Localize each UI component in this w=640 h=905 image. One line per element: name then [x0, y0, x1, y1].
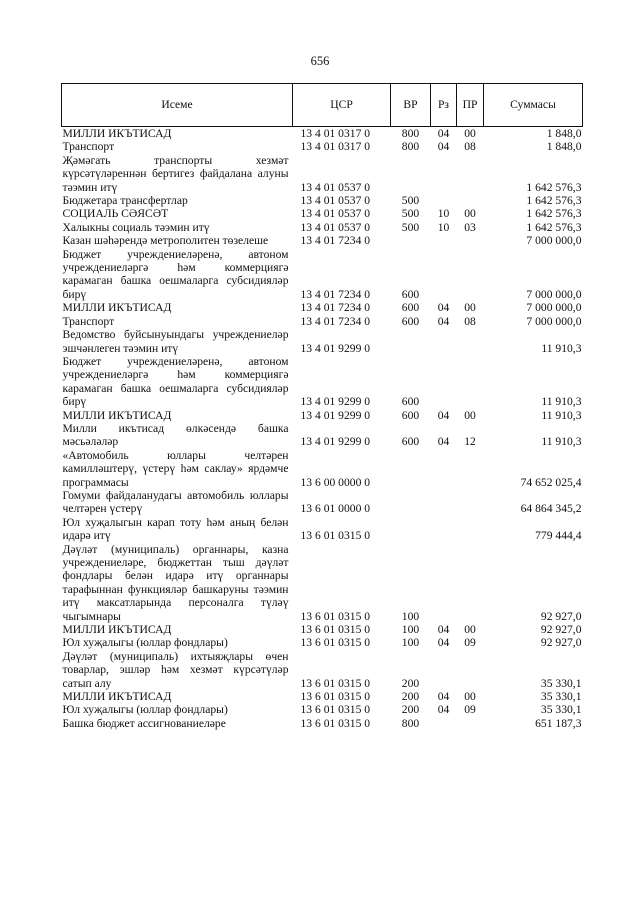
cell-csr: 13 4 01 0317 0: [300, 140, 371, 154]
cell-sum: 92 927,0: [540, 636, 582, 650]
cell-vr: [391, 489, 431, 516]
cell-sum: 7 000 000,0: [526, 234, 582, 248]
cell-csr: 13 6 01 0315 0: [300, 529, 371, 543]
cell-pr: [457, 248, 484, 302]
cell-rz: 04: [437, 690, 450, 704]
cell-sum: 1 642 576,3: [526, 194, 582, 208]
cell-pr: [457, 355, 484, 409]
cell-name: МИЛЛИ ИКЪТИСАД: [62, 301, 172, 315]
header-name: Исеме: [62, 84, 293, 127]
header-rz: Рз: [431, 84, 457, 127]
cell-vr: [391, 328, 431, 355]
cell-pr: 00: [464, 408, 476, 422]
cell-vr: 600: [401, 435, 420, 449]
cell-sum: 7 000 000,0: [526, 287, 582, 301]
table-row: [62, 234, 583, 247]
cell-rz: [431, 248, 457, 302]
cell-name: Бюджет учреждениеләренә, автоном учреждениеләргә һәм коммерциягә карамаган башка оешмаларга субсидияләр бирү: [62, 354, 289, 409]
cell-sum: 1 848,0: [546, 127, 582, 140]
cell-pr: 03: [464, 220, 476, 234]
cell-name: Гомуми файдаланудагы автомобиль юллары челтәрен үстерү: [62, 488, 289, 516]
table-row: [62, 221, 583, 234]
cell-sum: 779 444,4: [535, 529, 582, 543]
cell-csr: 13 6 01 0315 0: [300, 623, 371, 637]
cell-name: Милли икътисад өлкәсендә башка мәсьәләләр: [62, 421, 289, 449]
cell-rz: 04: [437, 636, 450, 650]
table-row: [62, 650, 583, 690]
cell-vr: [391, 449, 431, 489]
cell-pr: 08: [464, 314, 476, 328]
cell-csr: 13 4 01 7234 0: [300, 314, 371, 328]
cell-name: Ведомство буйсынуындагы учреждениеләр эшчәнлеген тәэмин итү: [62, 328, 289, 355]
cell-csr: 13 4 01 7234 0: [300, 234, 371, 248]
cell-name: Юл хуҗалыгы (юллар фондлары): [62, 703, 228, 717]
cell-csr: 13 4 01 9299 0: [300, 341, 371, 355]
page-number: 656: [310, 54, 330, 68]
cell-csr: 13 4 01 0537 0: [300, 194, 371, 208]
cell-vr: 500: [401, 220, 420, 234]
cell-csr: 13 4 01 0317 0: [300, 127, 371, 140]
cell-rz: [431, 489, 457, 516]
cell-pr: 12: [464, 435, 476, 449]
cell-sum: 11 910,3: [541, 408, 582, 422]
cell-name: МИЛЛИ ИКЪТИСАД: [62, 408, 172, 422]
cell-rz: [431, 516, 457, 543]
cell-rz: [431, 543, 457, 623]
cell-sum: 7 000 000,0: [526, 301, 582, 315]
cell-pr: [457, 543, 484, 623]
cell-sum: 1 848,0: [546, 140, 582, 154]
cell-csr: 13 4 01 7234 0: [300, 287, 371, 301]
cell-pr: 00: [464, 207, 476, 221]
cell-pr: [457, 650, 484, 690]
cell-csr: 13 6 00 0000 0: [300, 475, 371, 489]
cell-name: Юл хуҗалыгы (юллар фондлары): [62, 636, 228, 650]
cell-rz: 04: [437, 301, 450, 315]
table-body: [62, 127, 583, 731]
table-row: [62, 140, 583, 153]
table-row: [62, 127, 583, 141]
header-row: [62, 84, 583, 127]
header-sum: Суммасы: [484, 84, 583, 127]
table-row: [62, 248, 583, 302]
cell-name: «Автомобиль юллары челтәрен камилләштерү, үстерү һәм саклау» ярдәмче программасы: [62, 448, 289, 489]
cell-sum: 11 910,3: [541, 341, 582, 355]
cell-rz: 10: [437, 207, 450, 221]
cell-sum: 64 864 345,2: [520, 502, 582, 516]
header-pr: ПР: [457, 84, 484, 127]
cell-rz: [431, 328, 457, 355]
cell-rz: 04: [437, 435, 450, 449]
cell-sum: 1 642 576,3: [526, 220, 582, 234]
table-row: [62, 301, 583, 314]
cell-pr: [457, 516, 484, 543]
table-row: [62, 623, 583, 636]
cell-rz: 04: [437, 703, 450, 717]
cell-pr: [457, 154, 484, 194]
cell-vr: [391, 516, 431, 543]
cell-name: Халыкны социаль тәэмин итү: [62, 220, 210, 234]
table-row: [62, 355, 583, 409]
table-row: [62, 207, 583, 220]
table-row: [62, 315, 583, 328]
cell-rz: 04: [437, 314, 450, 328]
cell-name: Транспорт: [62, 314, 115, 328]
cell-vr: 600: [401, 287, 420, 301]
table-row: [62, 328, 583, 355]
cell-pr: [457, 328, 484, 355]
cell-pr: 00: [464, 301, 476, 315]
cell-csr: 13 4 01 9299 0: [300, 408, 371, 422]
cell-rz: 04: [437, 140, 450, 154]
cell-rz: [431, 154, 457, 194]
cell-sum: 92 927,0: [540, 623, 582, 637]
table-row: [62, 409, 583, 422]
table-row: [62, 717, 583, 730]
cell-csr: 13 6 01 0315 0: [300, 716, 371, 730]
cell-sum: 92 927,0: [540, 609, 582, 623]
cell-pr: [457, 717, 484, 730]
cell-name: Дәүләт (муниципаль) органнары, казна учреждениеләре, бюджеттан тыш дәүләт фондлары белән идарә итү органнары тарафыннан функцияләр башкаруны тәэмин итү максатларында персоналга түләү чыгымнары: [62, 542, 289, 623]
cell-pr: [457, 234, 484, 247]
cell-rz: [431, 194, 457, 207]
cell-vr: 200: [401, 690, 420, 704]
cell-name: Казан шәһәрендә метрополитен төзелеше: [62, 234, 269, 248]
cell-name: Җәмәгать транспорты хезмәт күрсәтүләреннән бертигез файдалана алуны тәэмин итү: [62, 153, 289, 194]
cell-rz: [431, 449, 457, 489]
cell-pr: 09: [464, 636, 476, 650]
cell-name: СОЦИАЛЬ СӘЯСӘТ: [62, 207, 169, 221]
cell-vr: 800: [401, 127, 420, 140]
cell-pr: 00: [464, 623, 476, 637]
cell-rz: [431, 717, 457, 730]
cell-sum: 74 652 025,4: [520, 475, 582, 489]
cell-name: Бюджет учреждениеләренә, автоном учреждениеләргә һәм коммерциягә карамаган башка оешмаларга субсидияләр бирү: [62, 247, 289, 301]
cell-csr: 13 4 01 7234 0: [300, 301, 371, 315]
cell-rz: [431, 234, 457, 247]
cell-sum: 7 000 000,0: [526, 314, 582, 328]
cell-pr: [457, 449, 484, 489]
cell-csr: 13 4 01 0537 0: [300, 207, 371, 221]
cell-rz: 10: [437, 220, 450, 234]
cell-vr: 100: [401, 636, 420, 650]
cell-pr: [457, 194, 484, 207]
cell-csr: 13 6 01 0000 0: [300, 502, 371, 516]
cell-sum: 11 910,3: [541, 435, 582, 449]
cell-vr: [391, 234, 431, 247]
cell-vr: [391, 154, 431, 194]
table-row: [62, 422, 583, 449]
cell-sum: 35 330,1: [540, 690, 582, 704]
table-row: [62, 703, 583, 716]
cell-csr: 13 6 01 0315 0: [300, 636, 371, 650]
cell-vr: 800: [401, 716, 420, 730]
table-row: [62, 636, 583, 649]
cell-vr: 100: [401, 609, 420, 623]
table-row: [62, 194, 583, 207]
table-row: [62, 449, 583, 489]
cell-vr: 600: [401, 314, 420, 328]
cell-name: Бюджетара трансфертлар: [62, 194, 188, 208]
cell-rz: 04: [437, 623, 450, 637]
cell-pr: 00: [464, 127, 476, 140]
cell-vr: 500: [401, 194, 420, 208]
cell-vr: 600: [401, 395, 420, 409]
cell-name: Транспорт: [62, 140, 115, 154]
cell-name: МИЛЛИ ИКЪТИСАД: [62, 690, 172, 704]
cell-csr: 13 6 01 0315 0: [300, 690, 371, 704]
cell-sum: 35 330,1: [540, 703, 582, 717]
cell-sum: 11 910,3: [541, 395, 582, 409]
table-row: [62, 543, 583, 623]
cell-pr: 00: [464, 690, 476, 704]
cell-rz: 04: [437, 408, 450, 422]
cell-rz: [431, 355, 457, 409]
cell-pr: 09: [464, 703, 476, 717]
cell-rz: [431, 650, 457, 690]
cell-csr: 13 6 01 0315 0: [300, 609, 371, 623]
cell-name: Дәүләт (муниципаль) ихтыяҗлары өчен товарлар, эшләр һәм хезмәт күрсәтүләр сатып алу: [62, 649, 289, 690]
cell-name: МИЛЛИ ИКЪТИСАД: [62, 127, 172, 140]
cell-rz: 04: [437, 127, 450, 140]
table-row: [62, 154, 583, 194]
cell-csr: 13 6 01 0315 0: [300, 676, 371, 690]
cell-vr: 200: [401, 703, 420, 717]
cell-csr: 13 4 01 9299 0: [300, 435, 371, 449]
cell-sum: 35 330,1: [540, 676, 582, 690]
budget-table: [61, 83, 583, 730]
cell-csr: 13 4 01 0537 0: [300, 180, 371, 194]
cell-vr: 600: [401, 301, 420, 315]
table-row: [62, 516, 583, 543]
cell-name: Башка бюджет ассигнованиеләре: [62, 716, 226, 730]
cell-sum: 1 642 576,3: [526, 180, 582, 194]
cell-name: Юл хуҗалыгын карап тоту һәм аның белән идарә итү: [62, 515, 289, 543]
header-vr: ВР: [391, 84, 431, 127]
cell-csr: 13 4 01 9299 0: [300, 395, 371, 409]
header-csr: ЦСР: [293, 84, 391, 127]
cell-csr: 13 6 01 0315 0: [300, 703, 371, 717]
cell-vr: 100: [401, 623, 420, 637]
cell-name: МИЛЛИ ИКЪТИСАД: [62, 623, 172, 637]
cell-pr: 08: [464, 140, 476, 154]
cell-vr: 200: [401, 676, 420, 690]
cell-pr: [457, 489, 484, 516]
cell-sum: 1 642 576,3: [526, 207, 582, 221]
cell-sum: 651 187,3: [535, 716, 582, 730]
table-row: [62, 489, 583, 516]
cell-vr: 600: [401, 408, 420, 422]
cell-vr: 500: [401, 207, 420, 221]
table-row: [62, 690, 583, 703]
cell-vr: 800: [401, 140, 420, 154]
cell-csr: 13 4 01 0537 0: [300, 220, 371, 234]
